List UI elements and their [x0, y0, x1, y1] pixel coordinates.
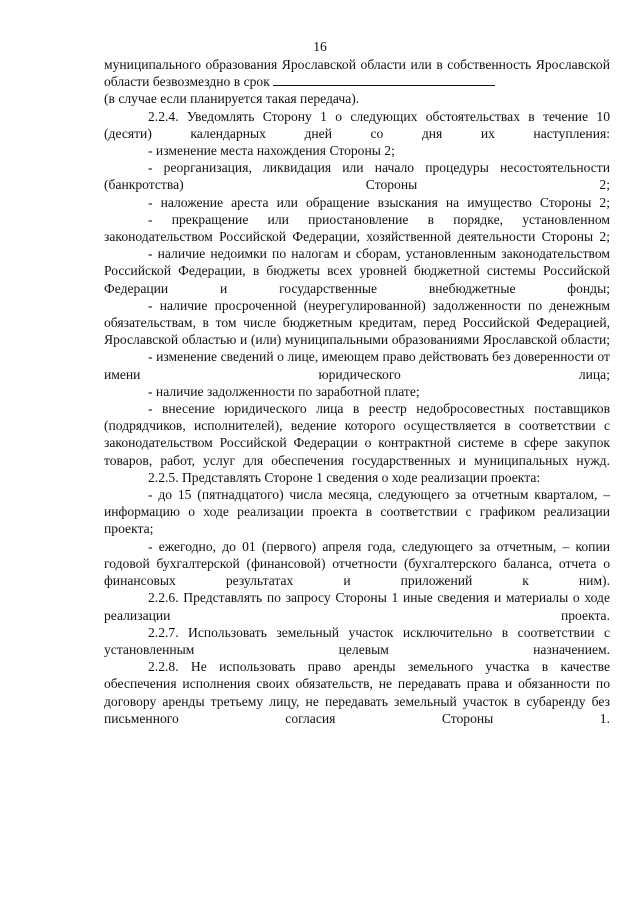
paragraph-transfer-note: (в случае если планируется такая передача).	[104, 91, 360, 107]
document-body	[104, 56, 610, 727]
list-item-wage-arrears: - наличие задолженности по заработной плате;	[148, 383, 420, 399]
list-item-reorganization: - реорганизация, ликвидация или начало процедуры несостоятельности (банкротства) Стороны 2;	[104, 160, 610, 193]
paragraph-2-2-5: 2.2.5. Представлять Стороне 1 сведения о ходе реализации проекта:	[148, 469, 541, 485]
page-number: 16	[313, 39, 327, 54]
list-item-overdue-debt: - наличие просроченной (неурегулированной) задолженности по денежным обязательствам, в том числе бюджетным кредитам, перед Российской Федерацией, Ярославской областью и (или) муниципальными образованиями Ярославской области;	[104, 297, 610, 348]
paragraph-transfer-term	[104, 56, 610, 90]
list-item-unfair-suppliers-registry: - внесение юридического лица в реестр недобросовестных поставщиков (подрядчиков, исполнителей), ведение которого осуществляется в соответствии с законодательством Российской Федерации о контрактной системе в сфере закупок товаров, работ, услуг для обеспечения государственных и муниципальных нужд.	[104, 401, 610, 468]
blank-fill-line	[273, 73, 495, 86]
list-item-representative-change: - изменение сведений о лице, имеющем право действовать без доверенности от имени юридического лица;	[104, 349, 610, 382]
list-item-tax-arrears: - наличие недоимки по налогам и сборам, установленным законодательством Российской Федерации, в бюджеты всех уровней бюджетной системы Российской Федерации и государственные внебюджетные фонды;	[104, 246, 610, 296]
paragraph-text: муниципального образования Ярославской области или в собственность Ярославской области безвозмездно в срок	[104, 57, 610, 90]
paragraph-2-2-7: 2.2.7. Использовать земельный участок исключительно в соответствии с установленным целевым назначением.	[104, 624, 610, 657]
list-item-quarterly-report: - до 15 (пятнадцатого) числа месяца, следующего за отчетным кварталом, – информацию о ходе реализации проекта в соответствии с графиком реализации проекта;	[104, 487, 610, 537]
paragraph-2-2-6: 2.2.6. Представлять по запросу Стороны 1 иные сведения и материалы о ходе реализации проекта.	[104, 590, 610, 623]
list-item-location-change: - изменение места нахождения Стороны 2;	[148, 143, 395, 159]
paragraph-2-2-4: 2.2.4. Уведомлять Сторону 1 о следующих обстоятельствах в течение 10 (десяти) календарных дней со дня их наступления:	[104, 108, 610, 141]
paragraph-2-2-8: 2.2.8. Не использовать право аренды земельного участка в качестве обеспечения исполнения своих обязательств, не передавать права и обязанности по договору аренды третьему лицу, не передавать земельный участок в субаренду без письменного согласия Стороны 1.	[104, 659, 610, 726]
list-item-annual-report: - ежегодно, до 01 (первого) апреля года, следующего за отчетным, – копии годовой бухгалтерской (финансовой) отчетности (бухгалтерского баланса, отчета о финансовых результатах и приложений к ним).	[104, 538, 610, 589]
list-item-suspension: - прекращение или приостановление в порядке, установленном законодательством Российской Федерации, хозяйственной деятельности Стороны 2;	[104, 211, 610, 245]
list-item-arrest: - наложение ареста или обращение взыскания на имущество Стороны 2;	[148, 194, 610, 210]
